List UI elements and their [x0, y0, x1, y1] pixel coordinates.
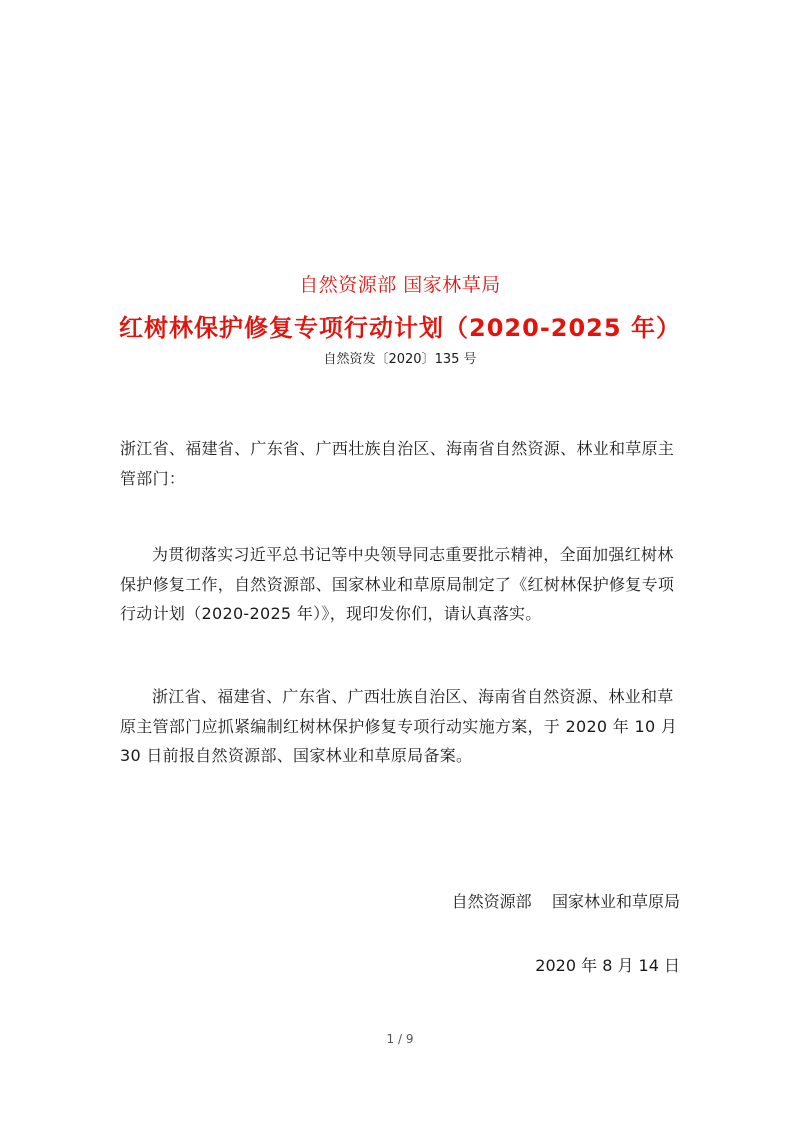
signature-date: 2020 年 8 月 14 日 — [535, 956, 680, 975]
body-paragraph-1 — [120, 540, 688, 629]
paragraph-text: 浙江省、福建省、广东省、广西壮族自治区、海南省自然资源、林业和草原主管部门应抓紧编制红树林保护修复专项行动实施方案，于 2020 年 10 月 30 日前报自然资源部、国家林业和草原局备案。 — [120, 687, 678, 765]
addressee — [120, 434, 688, 493]
document-title: 红树林保护修复专项行动计划（2020-2025 年） — [119, 314, 681, 342]
issuing-agencies: 自然资源部 国家林草局 — [299, 274, 501, 296]
page-number: 1 / 9 — [386, 1032, 414, 1046]
document-number: 自然资发〔2020〕135 号 — [323, 352, 477, 367]
signature-organizations: 自然资源部 国家林业和草原局 — [451, 892, 680, 911]
paragraph-text: 为贯彻落实习近平总书记等中央领导同志重要批示精神，全面加强红树林保护修复工作，自然资源部、国家林业和草原局制定了《红树林保护修复专项行动计划（2020-2025 年）》，现印发你们，请认真落实。 — [120, 545, 675, 623]
addressee-text: 浙江省、福建省、广东省、广西壮族自治区、海南省自然资源、林业和草原主管部门： — [120, 439, 675, 488]
body-paragraph-2 — [120, 682, 688, 771]
